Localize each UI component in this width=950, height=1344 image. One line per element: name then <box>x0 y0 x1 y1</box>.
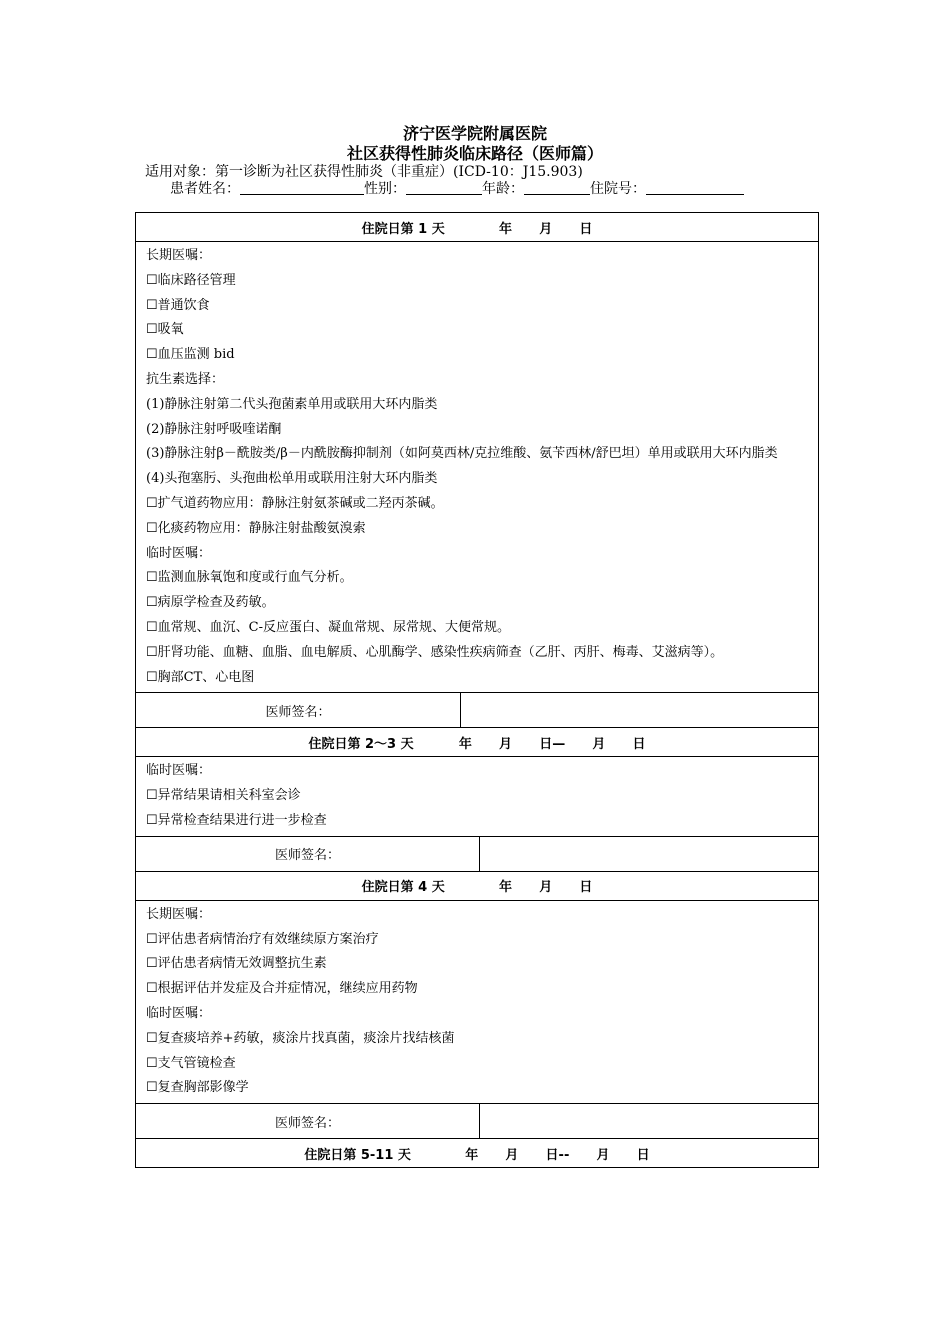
order-line: 临时医嘱： <box>146 763 212 779</box>
signature-field[interactable] <box>480 837 818 871</box>
scope-line: 适用对象：第一诊断为社区获得性肺炎（非重症）(ICD-10：J15.903) <box>145 164 583 180</box>
section-3-header: 住院日第 4 天 年 月 日 <box>136 872 818 901</box>
section-1-signature-row <box>136 693 818 728</box>
order-line: ☐肝肾功能、血糖、血脂、血电解质、心肌酶学、感染性疾病筛查（乙肝、丙肝、梅毒、艾滋病等）。 <box>146 644 724 660</box>
section-2-orders <box>136 757 818 836</box>
order-line: ☐复查胸部影像学 <box>146 1080 249 1096</box>
section-1-orders <box>136 242 818 693</box>
gender-label: 性别： <box>364 181 406 197</box>
section-2-header: 住院日第 2～3 天 年 月 日— 月 日 <box>136 728 818 757</box>
age-label: 年龄： <box>482 181 524 197</box>
patient-name-label: 患者姓名： <box>170 181 240 197</box>
patient-info-line <box>170 180 744 198</box>
signature-label: 医师签名： <box>136 693 461 727</box>
order-line: (4)头孢塞肟、头孢曲松单用或联用注射大环内脂类 <box>146 471 438 487</box>
order-line: ☐评估患者病情治疗有效继续原方案治疗 <box>146 931 379 947</box>
order-line: ☐病原学检查及药敏。 <box>146 595 275 611</box>
order-line: 长期医嘱： <box>146 248 212 263</box>
order-line: ☐临床路径管理 <box>146 272 236 288</box>
signature-field[interactable] <box>480 1104 818 1138</box>
hospital-name: 济宁医学院附属医院 <box>402 124 547 143</box>
order-line: 抗生素选择： <box>146 371 225 387</box>
order-line: ☐根据评估并发症及合并症情况，继续应用药物 <box>146 981 418 997</box>
order-line: 长期医嘱： <box>146 906 212 922</box>
order-line: (2)静脉注射呼吸喹诺酮 <box>146 421 282 437</box>
order-line: ☐化痰药物应用：静脉注射盐酸氨溴索 <box>146 520 366 536</box>
order-line: (1)静脉注射第二代头孢菌素单用或联用大环内脂类 <box>146 396 438 412</box>
gender-field[interactable] <box>406 180 482 195</box>
order-line: ☐普通饮食 <box>146 297 210 313</box>
age-field[interactable] <box>524 180 590 195</box>
order-line: ☐扩气道药物应用：静脉注射氨茶碱或二羟丙茶碱。 <box>146 495 444 511</box>
section-2-signature-row <box>136 837 818 872</box>
pathway-title: 社区获得性肺炎临床路径（医师篇） <box>346 144 603 163</box>
order-line: ☐胸部CT、心电图 <box>146 669 255 685</box>
order-line: ☐血压监测 bid <box>146 347 235 363</box>
order-line: ☐吸氧 <box>146 322 184 338</box>
section-4-header: 住院日第 5-11 天 年 月 日-- 月 日 <box>304 1147 650 1163</box>
section-1-header: 住院日第 1 天 年 月 日 <box>136 213 818 242</box>
admission-number-field[interactable] <box>646 180 744 195</box>
section-3-signature-row <box>136 1104 818 1139</box>
signature-label: 医师签名： <box>136 1104 480 1138</box>
order-line: 临时医嘱： <box>146 1005 212 1021</box>
clinical-pathway-table <box>135 212 819 1168</box>
order-line: 临时医嘱： <box>146 545 212 561</box>
order-line: ☐血常规、血沉、C-反应蛋白、凝血常规、尿常规、大便常规。 <box>146 619 510 635</box>
order-line: ☐支气管镜检查 <box>146 1055 236 1071</box>
order-line: ☐异常结果请相关科室会诊 <box>146 788 301 804</box>
order-line: ☐复查痰培养+药敏，痰涂片找真菌，痰涂片找结核菌 <box>146 1030 455 1046</box>
admission-number-label: 住院号： <box>590 181 646 197</box>
order-line: ☐监测血脉氧饱和度或行血气分析。 <box>146 570 353 586</box>
patient-name-field[interactable] <box>240 180 364 195</box>
signature-label: 医师签名： <box>136 837 480 871</box>
order-line: ☐评估患者病情无效调整抗生素 <box>146 956 327 972</box>
order-line: ☐异常检查结果进行进一步检查 <box>146 812 327 828</box>
order-line: (3)静脉注射β－酰胺类/β－内酰胺酶抑制剂（如阿莫西林/克拉维酸、氨苄西林/舒巴坦）单用或联用大环内脂类 <box>146 446 778 462</box>
signature-field[interactable] <box>461 693 818 727</box>
section-3-orders <box>136 901 818 1104</box>
